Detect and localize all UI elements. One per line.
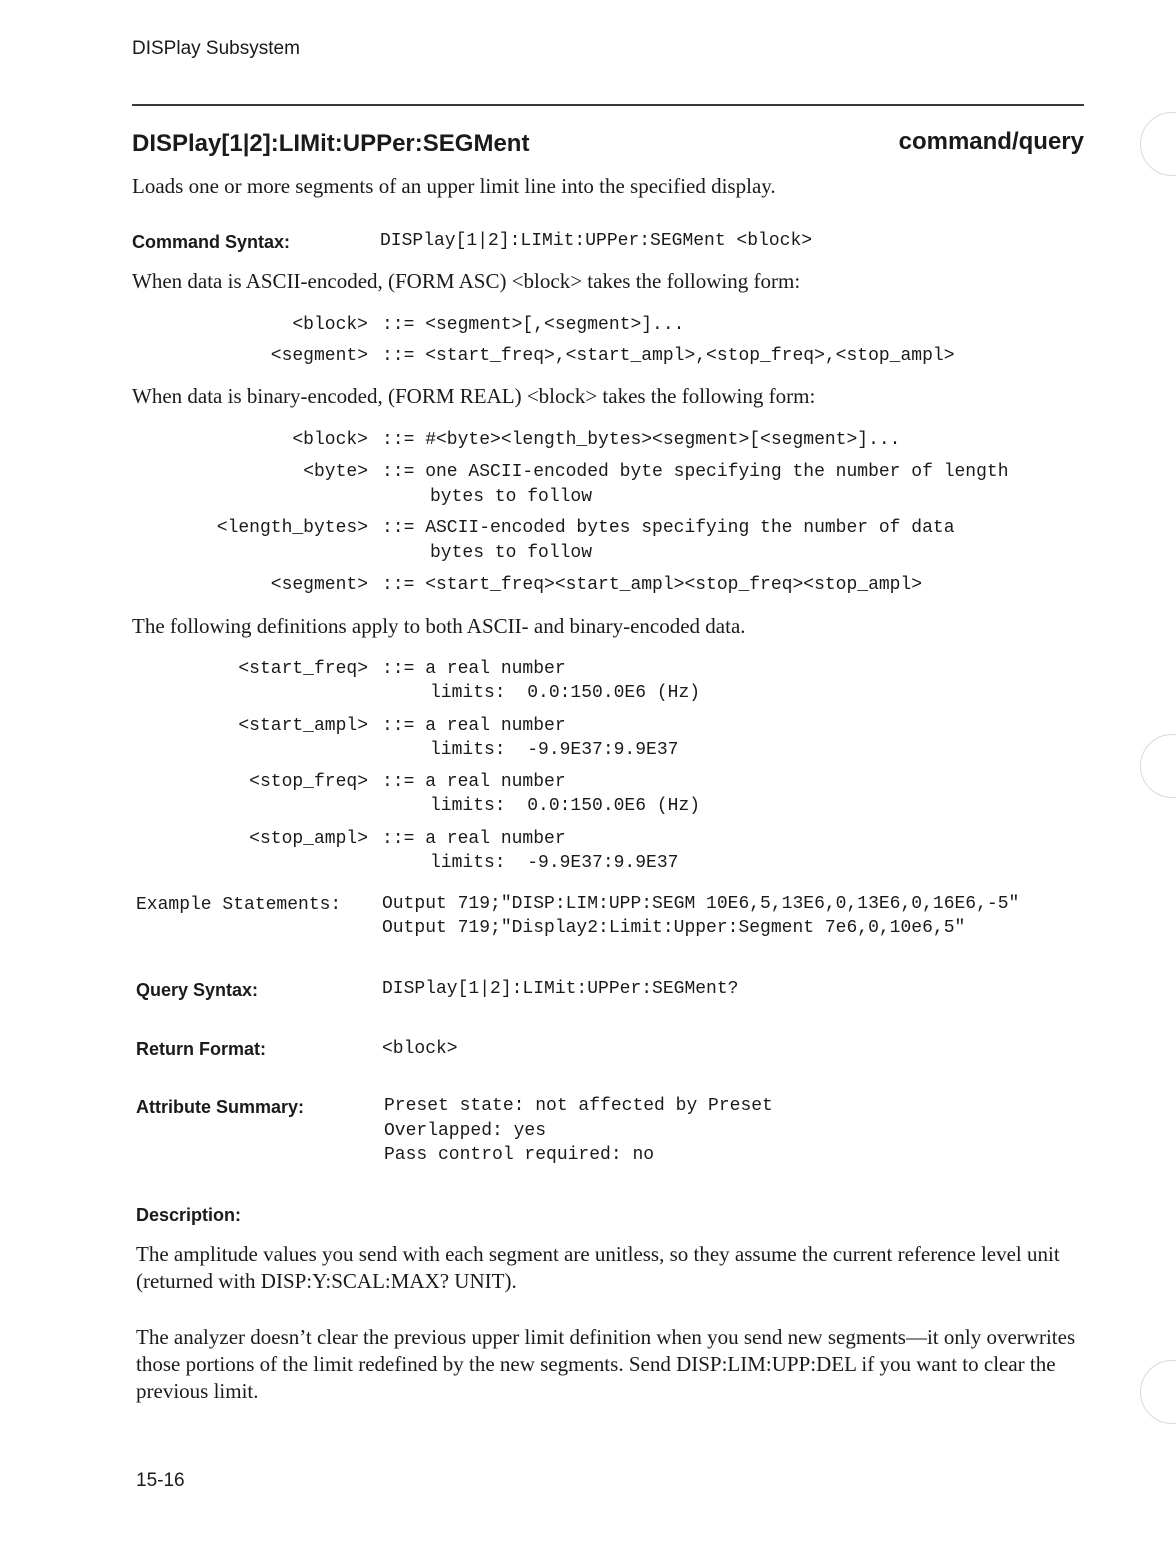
command-type: command/query bbox=[898, 128, 1084, 155]
binary-def: ::= <start_freq><start_ampl><stop_freq><stop_ampl> bbox=[382, 575, 923, 595]
command-syntax-label: Command Syntax: bbox=[132, 232, 291, 252]
header-rule bbox=[132, 104, 1084, 106]
query-syntax-value: DISPlay[1|2]:LIMit:UPPer:SEGMent? bbox=[382, 979, 739, 999]
binary-def-cont: bytes to follow bbox=[430, 487, 593, 507]
ascii-term: <segment> bbox=[270, 346, 368, 366]
definition-def: ::= a real number bbox=[382, 829, 566, 849]
command-title: DISPlay[1|2]:LIMit:UPPer:SEGMent bbox=[132, 130, 530, 157]
definition-term: <start_freq> bbox=[238, 659, 368, 679]
return-format-label: Return Format: bbox=[136, 1039, 266, 1059]
definition-def: ::= a real number bbox=[382, 772, 566, 792]
command-syntax-value: DISPlay[1|2]:LIMit:UPPer:SEGMent <block> bbox=[380, 231, 813, 251]
attribute-line: Preset state: not affected by Preset bbox=[384, 1096, 773, 1116]
query-syntax-label: Query Syntax: bbox=[136, 980, 259, 1000]
binary-term: <segment> bbox=[270, 575, 368, 595]
command-intro: Loads one or more segments of an upper limit line into the specified display. bbox=[132, 174, 776, 198]
attribute-summary-label: Attribute Summary: bbox=[136, 1097, 305, 1117]
binary-intro: When data is binary-encoded, (FORM REAL) <block> takes the following form: bbox=[132, 384, 816, 408]
definition-def: ::= a real number bbox=[382, 716, 566, 736]
definition-term: <stop_freq> bbox=[249, 772, 368, 792]
description-label: Description: bbox=[136, 1205, 242, 1225]
definition-term: <stop_ampl> bbox=[249, 829, 368, 849]
attribute-line: Overlapped: yes bbox=[384, 1121, 547, 1141]
examples-label: Example Statements: bbox=[136, 895, 342, 915]
description-paragraph: The analyzer doesn’t clear the previous upper limit definition when you send new segments—it only overwrites those portions of the limit redefined by the new segments. Send DISP:LIM:UPP:DEL if you want to clear the previous limit. bbox=[136, 1325, 1076, 1403]
binary-def: ::= ASCII-encoded bytes specifying the number of data bbox=[382, 518, 955, 538]
ascii-def: ::= <start_freq>,<start_ampl>,<stop_freq>,<stop_ampl> bbox=[382, 346, 955, 366]
punch-hole-top bbox=[1140, 112, 1176, 176]
definition-limits: limits: 0.0:150.0E6 (Hz) bbox=[430, 796, 701, 816]
binary-term: <byte> bbox=[303, 462, 368, 482]
description-paragraph: The amplitude values you send with each segment are unitless, so they assume the current reference level unit (returned with DISP:Y:SCAL:MAX? UNIT). bbox=[136, 1242, 1060, 1293]
ascii-intro: When data is ASCII-encoded, (FORM ASC) <block> takes the following form: bbox=[132, 269, 801, 293]
definition-def: ::= a real number bbox=[382, 659, 566, 679]
ascii-def: ::= <segment>[,<segment>]... bbox=[382, 315, 685, 335]
running-head: DISPlay Subsystem bbox=[132, 38, 300, 59]
definition-limits: limits: -9.9E37:9.9E37 bbox=[430, 740, 679, 760]
definition-term: <start_ampl> bbox=[238, 716, 368, 736]
page-number: 15-16 bbox=[136, 1470, 185, 1491]
example-line: Output 719;"Display2:Limit:Upper:Segment 7e6,0,10e6,5" bbox=[382, 918, 966, 938]
attribute-line: Pass control required: no bbox=[384, 1145, 655, 1165]
definition-limits: limits: 0.0:150.0E6 (Hz) bbox=[430, 683, 701, 703]
punch-hole-middle bbox=[1140, 734, 1176, 798]
ascii-term: <block> bbox=[292, 315, 368, 335]
definitions-intro: The following definitions apply to both ASCII- and binary-encoded data. bbox=[132, 614, 746, 638]
example-line: Output 719;"DISP:LIM:UPP:SEGM 10E6,5,13E6,0,13E6,0,16E6,-5" bbox=[382, 894, 1020, 914]
return-format-value: <block> bbox=[382, 1039, 458, 1059]
binary-def: ::= one ASCII-encoded byte specifying the number of length bbox=[382, 462, 1009, 482]
definition-limits: limits: -9.9E37:9.9E37 bbox=[430, 853, 679, 873]
binary-term: <block> bbox=[292, 430, 368, 450]
punch-hole-bottom bbox=[1140, 1360, 1176, 1424]
binary-def-cont: bytes to follow bbox=[430, 543, 593, 563]
binary-def: ::= #<byte><length_bytes><segment>[<segment>]... bbox=[382, 430, 901, 450]
binary-term: <length_bytes> bbox=[216, 518, 368, 538]
